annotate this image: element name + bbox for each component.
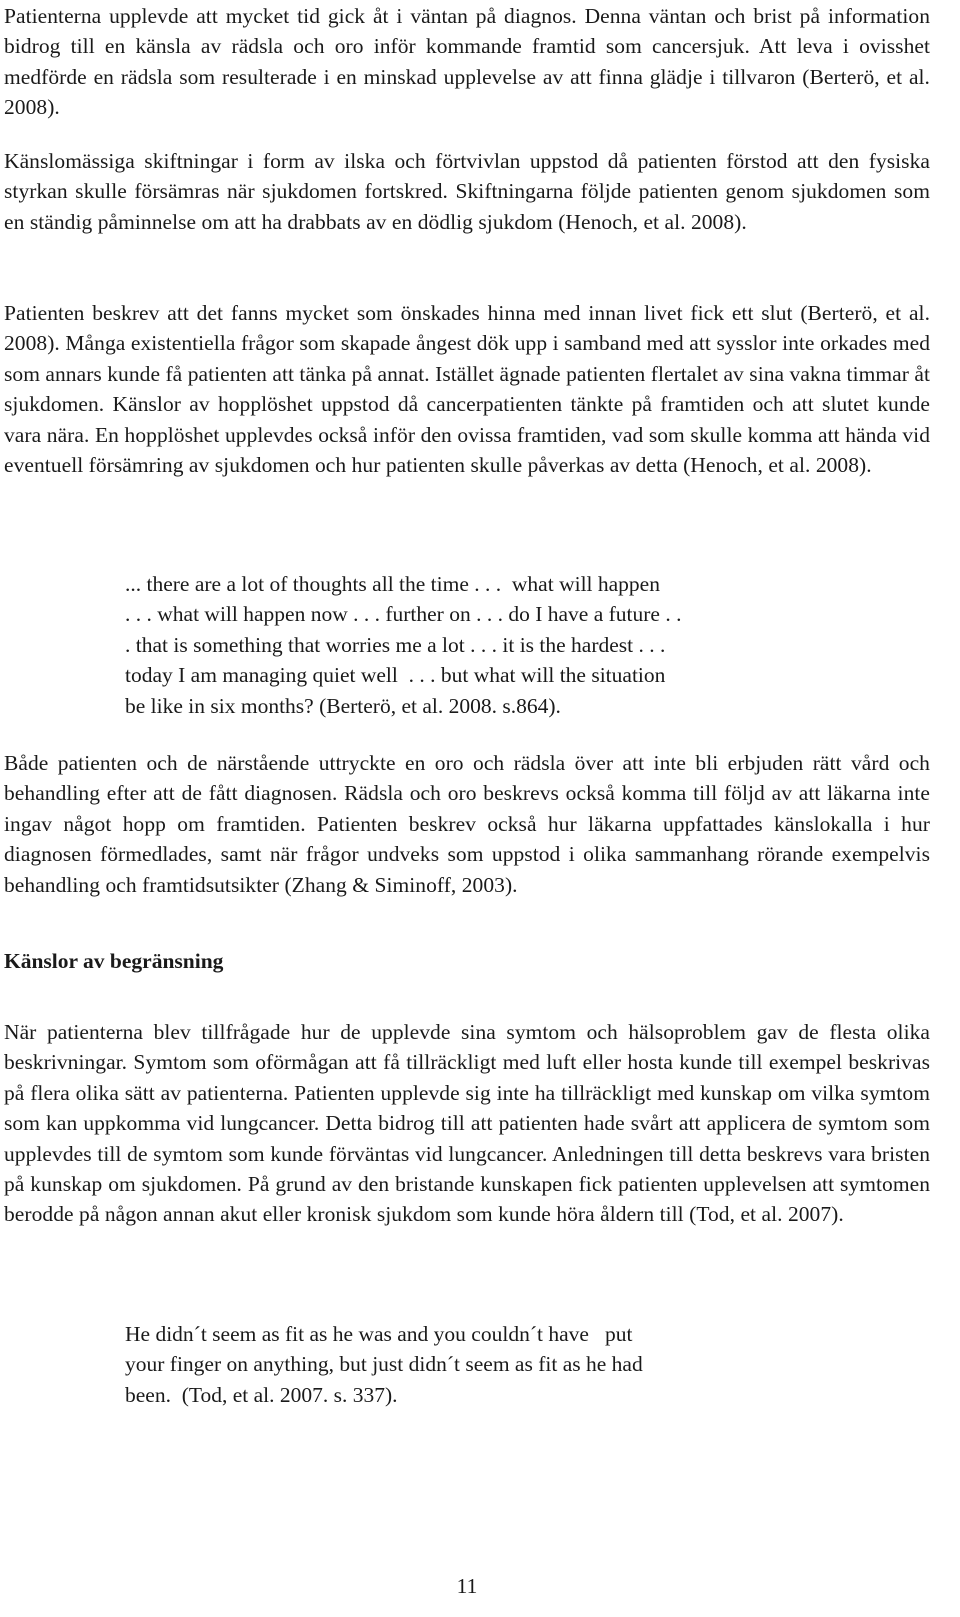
page-number: 11	[456, 1574, 478, 1598]
quote-line: been. (Tod, et al. 2007. s. 337).	[125, 1382, 398, 1407]
block-quote	[125, 569, 845, 721]
quote-line: . . . what will happen now . . . further on . . . do I have a future . .	[125, 602, 682, 627]
quote-line: ... there are a lot of thoughts all the time . . . what will happen	[125, 572, 660, 596]
section-heading: Känslor av begränsning	[4, 949, 224, 973]
block-quote	[125, 1319, 845, 1410]
body-paragraph: Patienterna upplevde att mycket tid gick åt i väntan på diagnos. Denna väntan och brist på information bidrog till en känsla av rädsla och oro inför kommande framtid som cancersjuk. Att leva i ovisshet medförde en rädsla som resulterade i en minskad upplevelse av att finna glädje i tillvaron (Berterö, et al. 2008).	[4, 4, 930, 120]
quote-line: be like in six months? (Berterö, et al. 2008. s.864).	[125, 693, 561, 718]
body-paragraph: Patienten beskrev att det fanns mycket som önskades hinna med innan livet fick ett slut (Berterö, et al. 2008). Många existentiella frågor som skapade ångest dök upp i samband med att sysslor inte orkades med som annars kunde få patienten att tänka på annat. Istället ägnade patienten flertalet av sina vakna timmar åt sjukdomen. Känslor av hopplöshet uppstod då cancerpatienten tänkte på framtiden och att slutet kunde vara nära. En hopplöshet upplevdes också inför den ovissa framtiden, vad som skulle komma att hända vid eventuell försämring av sjukdomen och hur patienten skulle påverkas av detta (Henoch, et al. 2008).	[4, 301, 930, 478]
body-paragraph: Både patienten och de närstående uttryckte en oro och rädsla över att inte bli erbjuden rätt vård och behandling efter att de fått diagnosen. Rädsla och oro beskrevs också komma till följd av att läkarna inte ingav något hopp om framtiden. Patienten beskrev också hur läkarna uppfattades känslokalla i hur diagnosen förmedlades, samt när frågor undveks som uppstod i olika sammanhang rörande exempelvis behandling och framtidsutsikter (Zhang & Siminoff, 2003).	[4, 751, 930, 897]
quote-line: today I am managing quiet well . . . but what will the situation	[125, 663, 666, 688]
quote-line: your finger on anything, but just didn´t seem as fit as he had	[125, 1352, 643, 1377]
body-paragraph: När patienterna blev tillfrågade hur de upplevde sina symtom och hälsoproblem gav de flesta olika beskrivningar. Symtom som oförmågan att få tillräckligt med luft eller hosta kunde till exempel beskrivas på flera olika sätt av patienterna. Patienten upplevde sig inte ha tillräckligt med kunskap om vilka symtom som kan uppkomma vid lungcancer. Detta bidrog till att patienten hade svårt att applicera de symtom som upplevdes till de symtom som kunde förväntas vid lungcancer. Anledningen till detta beskrevs vara bristen på kunskap om sjukdomen. På grund av den bristande kunskapen fick patienten upplevelsen att symtomen berodde på någon annan akut eller kronisk sjukdom som kunde höra åldern till (Tod, et al. 2007).	[4, 1020, 930, 1227]
body-paragraph: Känslomässiga skiftningar i form av ilska och förtvivlan uppstod då patienten förstod att den fysiska styrkan skulle försämras när sjukdomen fortskred. Skiftningarna följde patienten genom sjukdomen som en ständig påminnelse om att ha drabbats av en dödlig sjukdom (Henoch, et al. 2008).	[4, 149, 930, 234]
quote-line: . that is something that worries me a lot . . . it is the hardest . . .	[125, 632, 666, 657]
quote-line: He didn´t seem as fit as he was and you couldn´t have put	[125, 1322, 633, 1346]
